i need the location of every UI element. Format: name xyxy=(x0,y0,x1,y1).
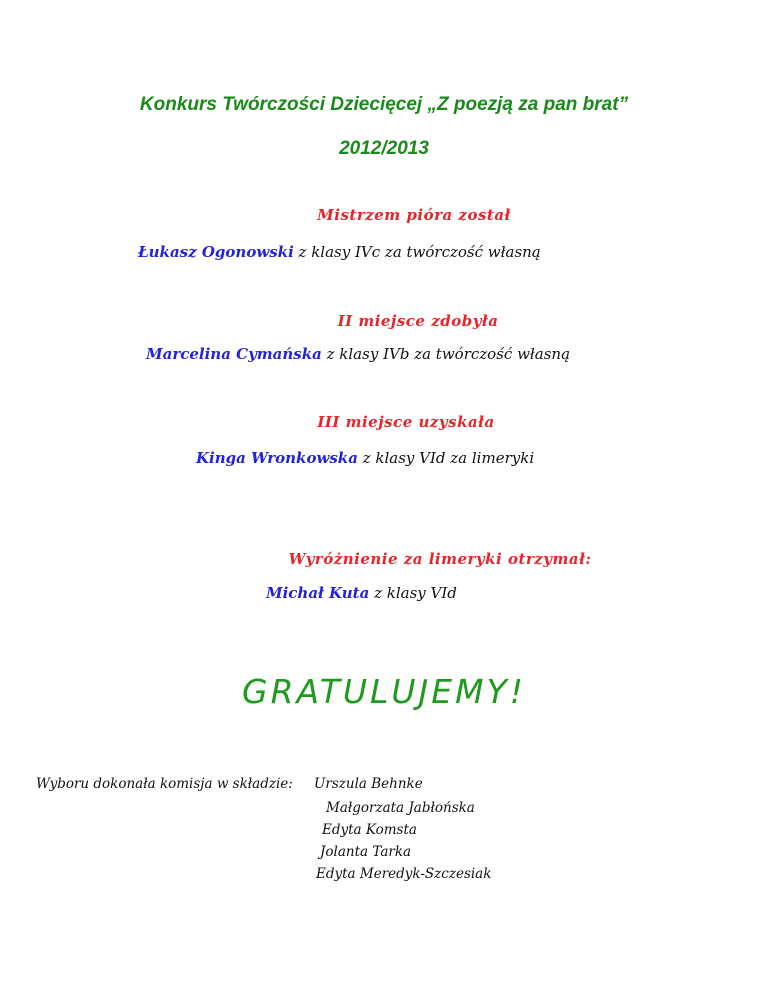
award-heading-third-place: III miejsce uzyskała xyxy=(317,413,495,431)
winner-line-master xyxy=(138,243,541,261)
winner-detail: z klasy IVb za twórczość własną xyxy=(321,345,571,363)
winner-detail: z klasy IVc za twórczość własną xyxy=(293,243,541,261)
committee-label: Wyboru dokonała komisja w składzie: xyxy=(36,776,293,792)
winner-name: Kinga Wronkowska xyxy=(196,449,358,467)
contest-title: Konkurs Twórczości Dziecięcej „Z poezją za pan brat” xyxy=(139,94,629,115)
committee-member: Urszula Behnke xyxy=(314,776,423,792)
winner-line-third-place xyxy=(196,449,534,467)
contest-year: 2012/2013 xyxy=(339,138,429,159)
committee-member: Edyta Meredyk-Szczesiak xyxy=(316,866,492,882)
committee-member: Jolanta Tarka xyxy=(320,844,412,860)
winner-detail: z klasy VId xyxy=(369,584,457,602)
winner-name: Łukasz Ogonowski xyxy=(138,243,294,261)
winner-detail: z klasy VId za limeryki xyxy=(357,449,535,467)
award-heading-second-place: II miejsce zdobyła xyxy=(337,312,499,330)
committee-member: Edyta Komsta xyxy=(322,822,417,838)
winner-name: Michał Kuta xyxy=(266,584,370,602)
award-heading-master: Mistrzem pióra został xyxy=(317,206,511,224)
winner-name: Marcelina Cymańska xyxy=(146,345,322,363)
winner-line-second-place xyxy=(146,345,570,363)
committee-member: Małgorzata Jabłońska xyxy=(326,800,475,816)
congratulations-heading: GRATULUJEMY! xyxy=(242,672,526,711)
award-heading-distinction: Wyróżnienie za limeryki otrzymał: xyxy=(288,550,592,568)
winner-line-distinction xyxy=(266,584,457,602)
